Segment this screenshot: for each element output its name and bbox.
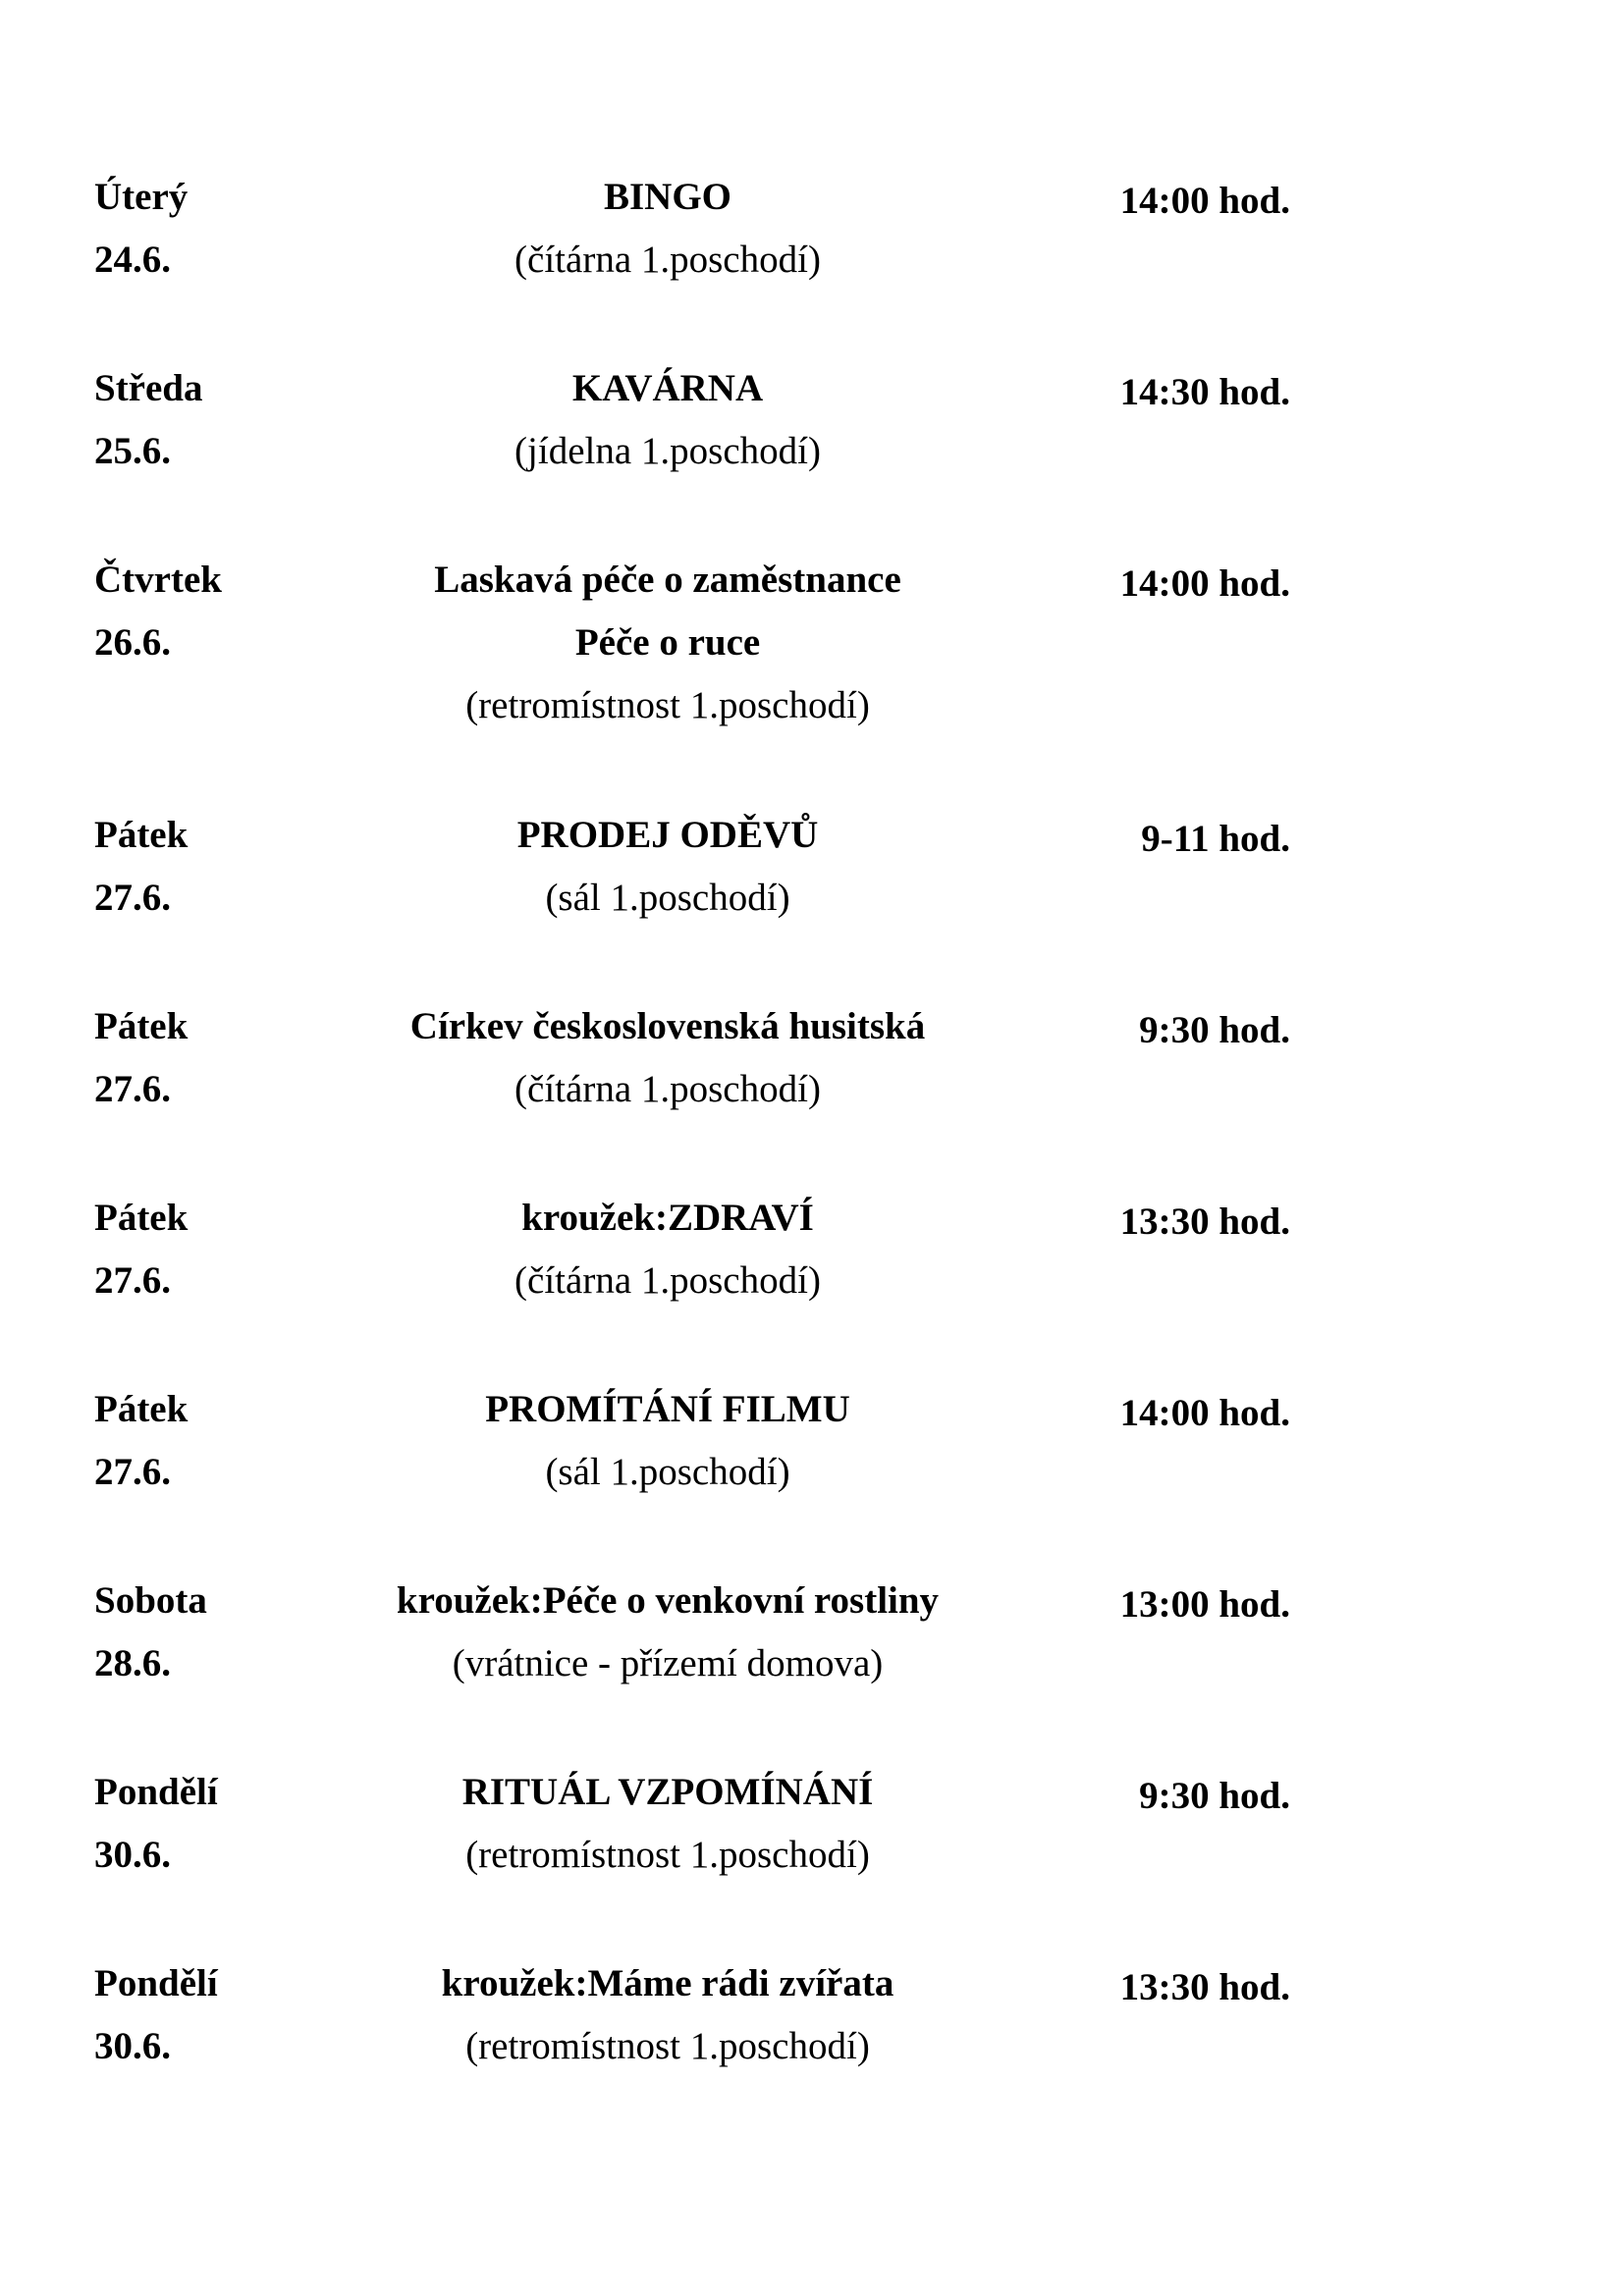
schedule-entry: [0, 816, 1624, 973]
entry-time: 13:30 hod.: [1119, 1966, 1290, 2008]
schedule-entry: [0, 1773, 1624, 1930]
entry-time: 9:30 hod.: [1139, 1009, 1290, 1051]
entry-title: BINGO: [603, 176, 732, 218]
entry-time: 9:30 hod.: [1139, 1775, 1290, 1817]
entry-location: (čítárna 1.poschodí): [514, 1259, 821, 1302]
schedule-entry: [0, 1199, 1624, 1356]
entry-location: (čítárna 1.poschodí): [514, 1068, 821, 1110]
entry-title: kroužek:Péče o venkovní rostliny: [396, 1579, 940, 1622]
entry-date: 30.6.: [94, 1834, 171, 1876]
entry-title: PROMÍTÁNÍ FILMU: [485, 1388, 850, 1430]
entry-location: (jídelna 1.poschodí): [514, 430, 821, 472]
entry-location: (sál 1.poschodí): [545, 877, 790, 919]
entry-subtitle: Péče o ruce: [574, 621, 761, 664]
entry-location: (sál 1.poschodí): [545, 1451, 790, 1493]
entry-title: Laskavá péče o zaměstnance: [434, 559, 901, 601]
entry-date: 30.6.: [94, 2025, 171, 2067]
entry-day: Pondělí: [94, 1771, 218, 1813]
entry-location: (retromístnost 1.poschodí): [465, 684, 870, 726]
entry-title: kroužek:Máme rádi zvířata: [441, 1962, 894, 2004]
entry-time: 14:00 hod.: [1119, 562, 1290, 605]
entry-time: 9-11 hod.: [1141, 818, 1290, 860]
entry-date: 26.6.: [94, 621, 171, 664]
entry-time: 13:00 hod.: [1119, 1583, 1290, 1626]
schedule-entry: [0, 1007, 1624, 1164]
entry-date: 28.6.: [94, 1642, 171, 1684]
entry-time: 14:00 hod.: [1119, 180, 1290, 222]
entry-day: Pátek: [94, 1005, 189, 1047]
entry-date: 27.6.: [94, 1451, 171, 1493]
entry-day: Pátek: [94, 1388, 189, 1430]
entry-title: Církev československá husitská: [409, 1005, 926, 1047]
entry-date: 25.6.: [94, 430, 171, 472]
entry-location: (retromístnost 1.poschodí): [465, 1834, 870, 1876]
entry-date: 27.6.: [94, 1068, 171, 1110]
entry-day: Pondělí: [94, 1962, 218, 2004]
entry-location: (vrátnice - přízemí domova): [452, 1642, 884, 1684]
schedule-entry: [0, 1581, 1624, 1738]
entry-day: Úterý: [94, 176, 189, 218]
entry-time: 14:00 hod.: [1119, 1392, 1290, 1434]
entry-day: Sobota: [94, 1579, 207, 1622]
entry-title: kroužek:ZDRAVÍ: [521, 1197, 814, 1239]
entry-title: PRODEJ ODĚVŮ: [516, 814, 819, 856]
entry-location: (čítárna 1.poschodí): [514, 239, 821, 281]
entry-time: 14:30 hod.: [1119, 371, 1290, 413]
entry-location: (retromístnost 1.poschodí): [465, 2025, 870, 2067]
schedule-entry: [0, 1390, 1624, 1547]
schedule-entry: [0, 559, 1624, 726]
entry-day: Středa: [94, 367, 203, 409]
schedule-entry: [0, 1964, 1624, 2121]
schedule-entry: [0, 369, 1624, 526]
entry-title: RITUÁL VZPOMÍNÁNÍ: [461, 1771, 874, 1813]
entry-day: Pátek: [94, 814, 189, 856]
entry-title: KAVÁRNA: [571, 367, 764, 409]
entry-day: Pátek: [94, 1197, 189, 1239]
schedule-entry: [0, 178, 1624, 335]
entry-date: 24.6.: [94, 239, 171, 281]
entry-date: 27.6.: [94, 877, 171, 919]
entry-date: 27.6.: [94, 1259, 171, 1302]
entry-time: 13:30 hod.: [1119, 1201, 1290, 1243]
entry-day: Čtvrtek: [94, 559, 222, 601]
